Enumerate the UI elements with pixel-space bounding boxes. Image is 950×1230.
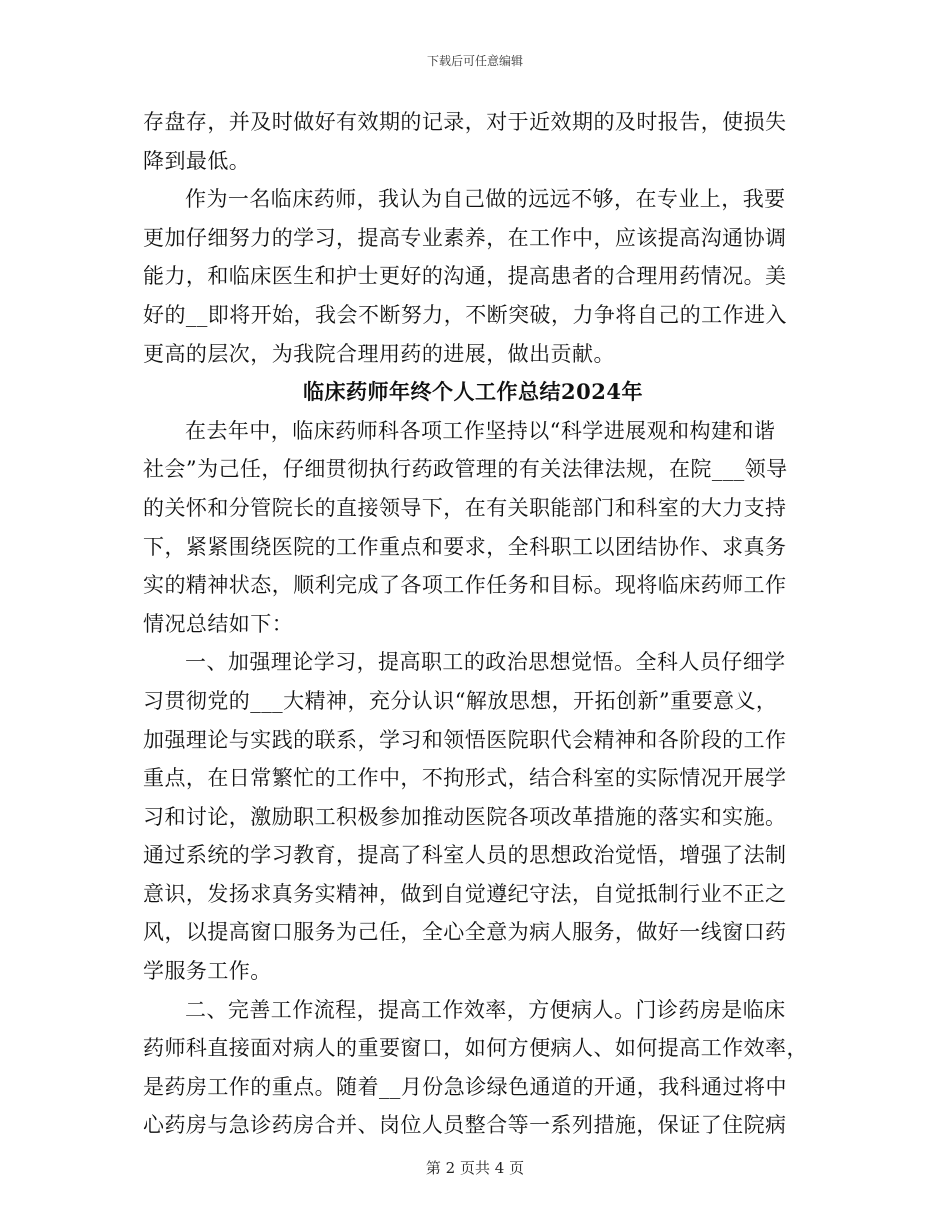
text-line: 通过系统的学习教育，提高了科室人员的思想政治觉悟，增强了法制 [143,843,787,868]
text-line: 存盘存，并及时做好有效期的记录，对于近效期的及时报告，使损失 [143,110,787,134]
text-line: 心药房与急诊药房合并、岗位人员整合等一系列措施，保证了住院病 [143,1113,787,1138]
text-line: 意识，发扬求真务实精神，做到自觉遵纪守法，自觉抵制行业不正之 [143,881,787,906]
paragraph-start: 二、完善工作流程，提高工作效率，方便病人。门诊药房是临床 [185,997,786,1022]
page-footer: 第 2 页共 4 页 [425,1159,525,1177]
text-line: 更高的层次，为我院合理用药的进展，做出贡献。 [143,341,615,366]
document-body [143,103,808,1145]
text-line: 学服务工作。 [143,959,272,984]
text-line: 加强理论与实践的联系，学习和领悟医院职代会精神和各阶段的工作 [143,727,787,752]
text-line: 社会”为己任，仔细贯彻执行药政管理的有关法律法规，在院___领导 [143,457,788,482]
text-line: 实的精神状态，顺利完成了各项工作任务和目标。现将临床药师工作 [143,573,787,598]
paragraph-start: 作为一名临床药师，我认为自己做的远远不够，在专业上，我要 [185,187,786,212]
text-line: 下，紧紧围绕医院的工作重点和要求，全科职工以团结协作、求真务 [143,534,787,559]
text-line: 药师科直接面对病人的重要窗口，如何方便病人、如何提高工作效率， [143,1036,808,1061]
text-line: 习和讨论，激励职工积极参加推动医院各项改革措施的落实和实施。 [143,804,787,829]
page-header: 下载后可任意编辑 [426,54,523,68]
text-line: 的关怀和分管院长的直接领导下，在有关职能部门和科室的大力支持 [143,495,787,520]
text-line: 是药房工作的重点。随着__月份急诊绿色通道的开通，我科通过将中 [143,1074,787,1099]
text-line: 好的__即将开始，我会不断努力，不断突破，力争将自己的工作进入 [143,302,787,327]
paragraph-start: 一、加强理论学习，提高职工的政治思想觉悟。全科人员仔细学 [185,650,786,675]
text-line: 风，以提高窗口服务为己任，全心全意为病人服务，做好一线窗口药 [143,920,787,945]
text-line: 能力，和临床医生和护士更好的沟通，提高患者的合理用药情况。美 [143,264,787,289]
text-line: 情况总结如下： [143,611,294,636]
text-line: 降到最低。 [143,148,251,173]
paragraph-start: 在去年中，临床药师科各项工作坚持以“科学进展观和构建和谐 [185,418,776,443]
text-line: 习贯彻党的___大精神，充分认识“解放思想，开拓创新”重要意义， [143,688,778,713]
section-title: 临床药师年终个人工作总结2024年 [303,379,643,405]
text-line: 重点，在日常繁忙的工作中，不拘形式，结合科室的实际情况开展学 [143,766,787,791]
text-line: 更加仔细努力的学习，提高专业素养，在工作中，应该提高沟通协调 [143,225,787,250]
